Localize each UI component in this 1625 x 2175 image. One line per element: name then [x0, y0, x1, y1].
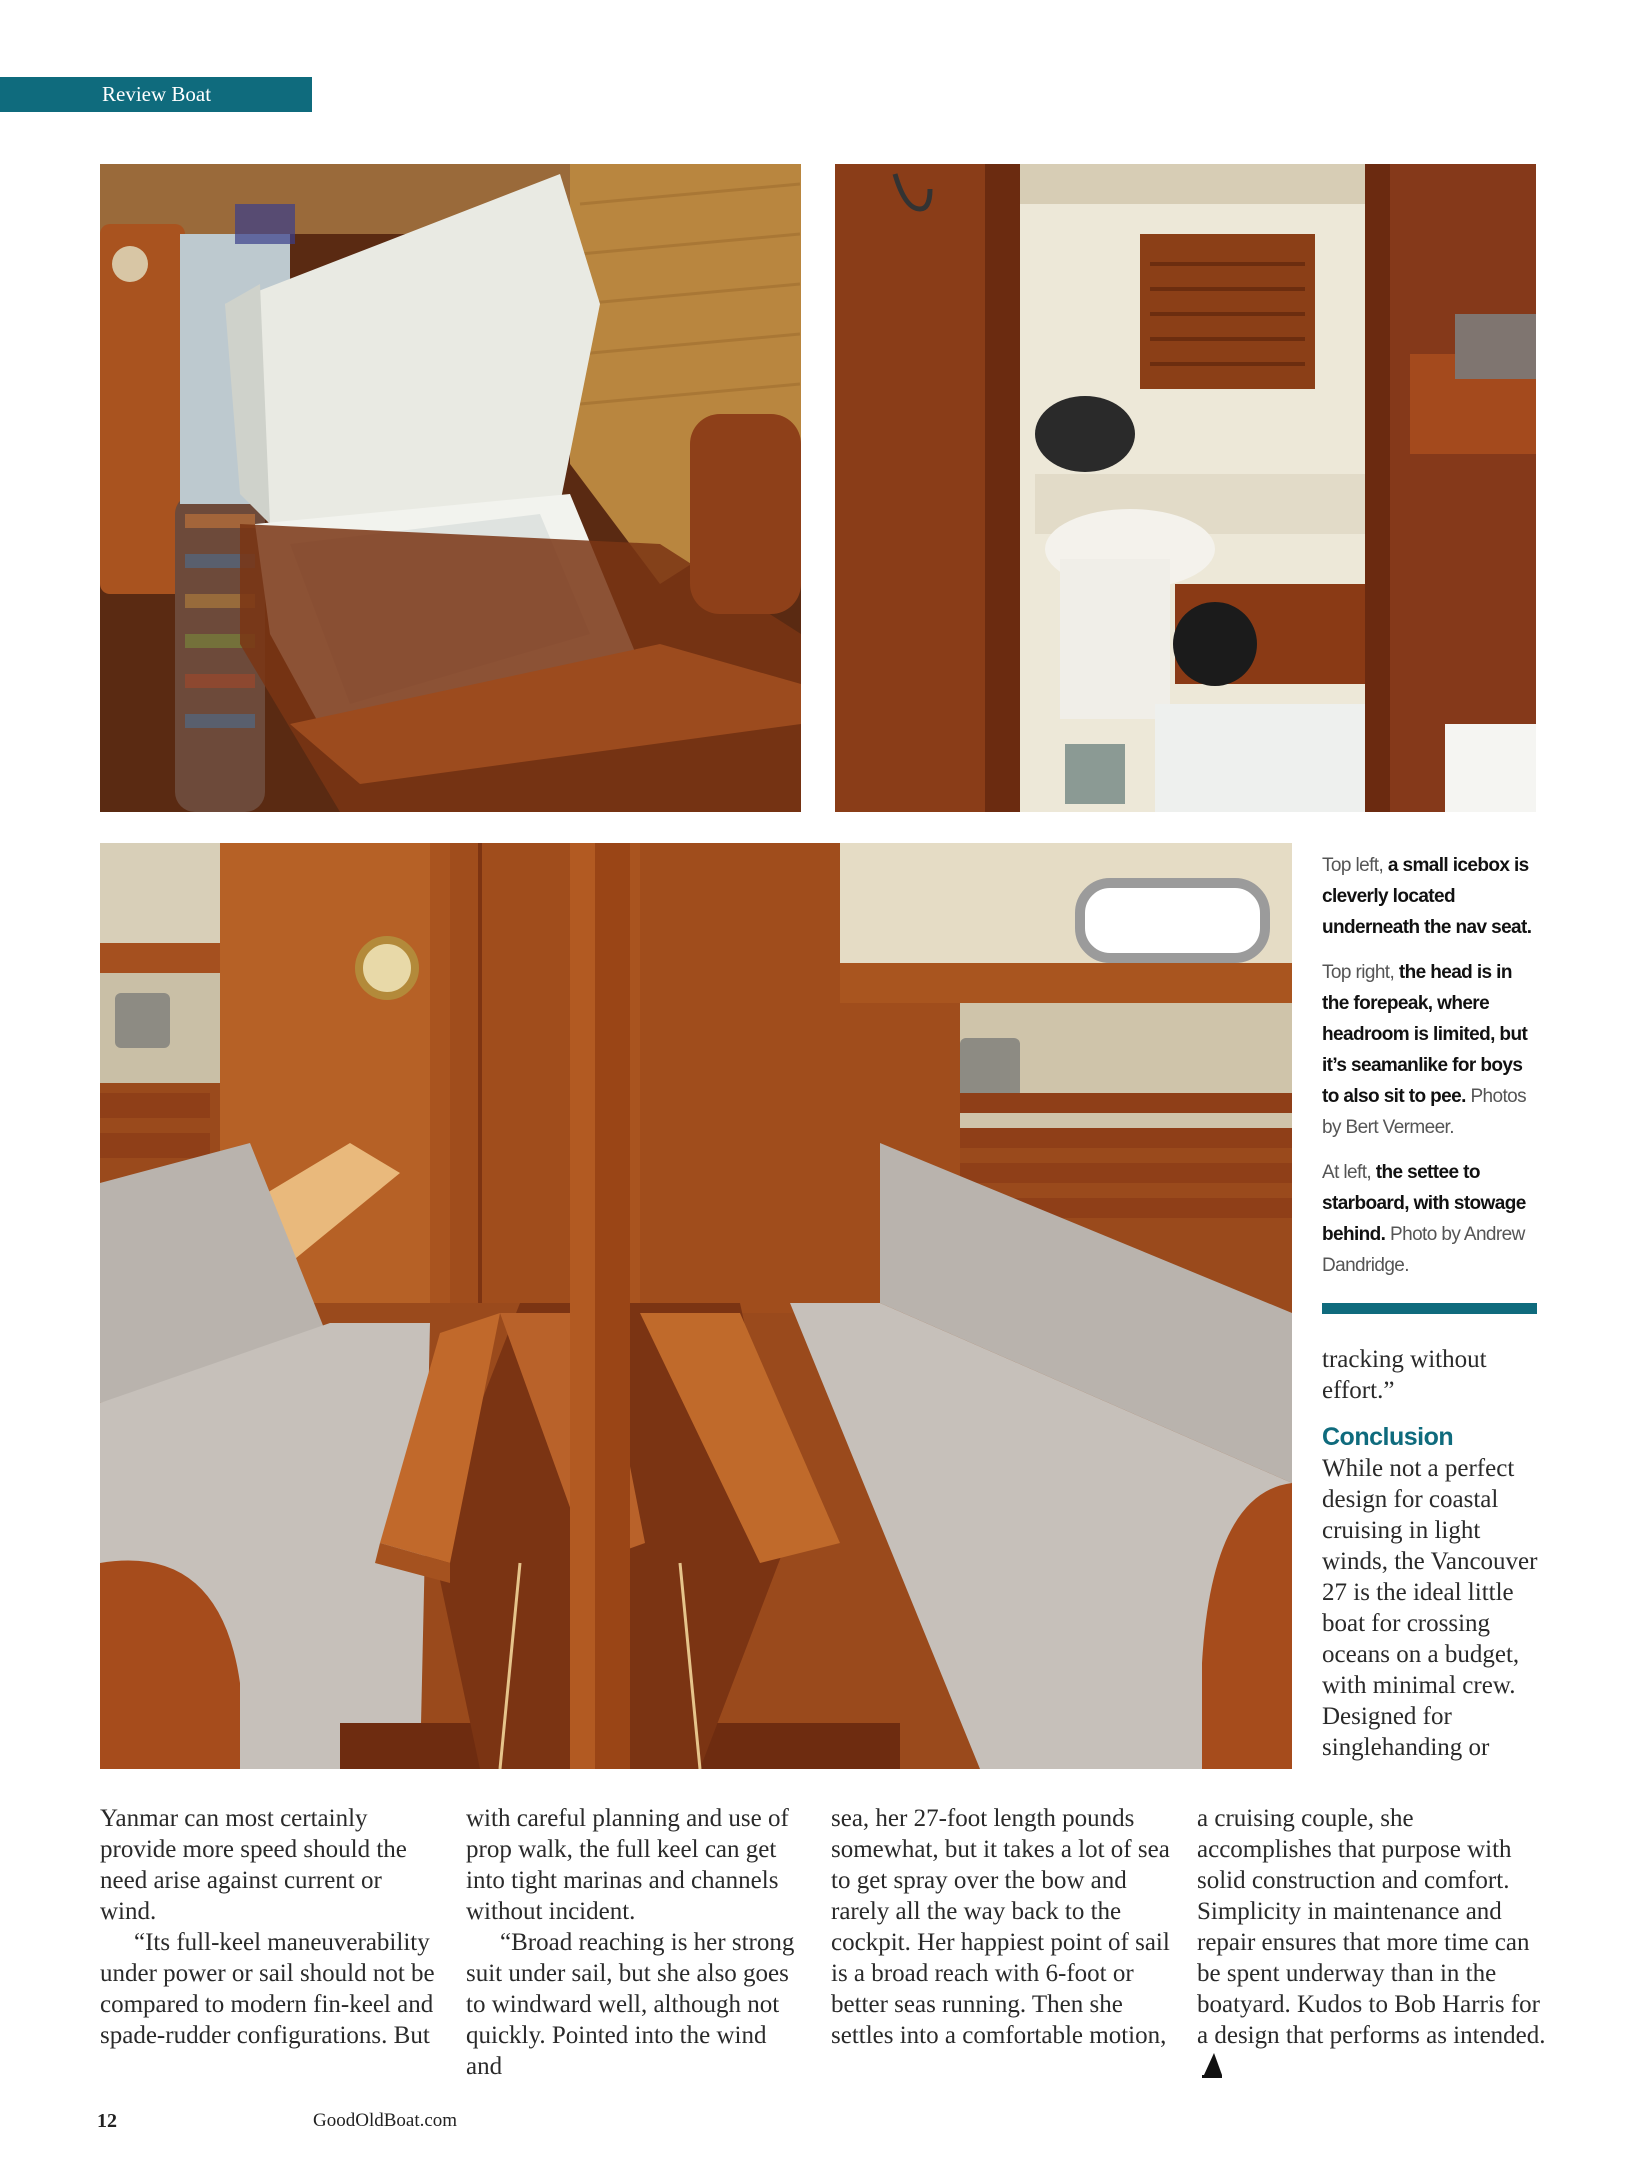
- text-column-4: [1197, 1803, 1547, 2087]
- caption-icebox: Top left, a small icebox is cleverly located underneath the nav seat.: [1322, 855, 1532, 938]
- icebox-photo: [100, 164, 801, 812]
- section-heading: Conclusion: [1322, 1423, 1454, 1451]
- conclusion-paragraph: While not a perfect design for coastal cruising in light winds, the Vancouver 27 is the ideal little boat for crossing oceans on a budget, with minimal crew. Designed for singlehanding or: [1322, 1455, 1538, 1761]
- caption-head: Top right, the head is in the forepeak, where headroom is limited, but it’s seamanlike for boys to also sit to pee. Photos by Bert Vermeer.: [1322, 962, 1528, 1138]
- side-text-column: [1322, 1344, 1547, 1763]
- head-photo: [835, 164, 1536, 812]
- caption-settee: At left, the settee to starboard, with stowage behind. Photo by Andrew Dandridge.: [1322, 1162, 1526, 1276]
- page-number: 12: [97, 2110, 117, 2132]
- text-column-1: [100, 1803, 440, 2051]
- continuation-text: tracking without effort.”: [1322, 1346, 1487, 1404]
- section-tab: Review Boat: [0, 77, 312, 112]
- text-column-3: [831, 1803, 1171, 2051]
- sailboat-end-icon: [1200, 2051, 1224, 2087]
- footer-site: GoodOldBoat.com: [313, 2110, 458, 2131]
- paragraph: with careful planning and use of prop walk, the full keel can get into tight marinas and channels without incident.: [466, 1805, 789, 1925]
- saloon-photo: [100, 843, 1292, 1769]
- caption-column: [1322, 850, 1538, 1295]
- paragraph: “Broad reaching is her strong suit under sail, but she also goes to windward well, although not quickly. Pointed into the wind and: [466, 1929, 795, 2080]
- paragraph: “Its full-keel maneuverability under power or sail should not be compared to modern fin-keel and spade-rudder configurations. But: [100, 1929, 435, 2049]
- caption-divider: [1322, 1303, 1537, 1314]
- paragraph: sea, her 27-foot length pounds somewhat, but it takes a lot of sea to get spray over the bow and rarely all the way back to the cockpit. Her happiest point of sail is a broad reach with 6-foot or better seas running. Then she settles into a comfortable motion,: [831, 1805, 1170, 2049]
- paragraph: Yanmar can most certainly provide more speed should the need arise against current or wind.: [100, 1805, 407, 1925]
- paragraph: a cruising couple, she accomplishes that purpose with solid construction and comfort. Simplicity in maintenance and repair ensures that more time can be spent underway than in the boatyard. Kudos to Bob Harris for a design that performs as intended.: [1197, 1803, 1547, 2087]
- text-column-2: [466, 1803, 804, 2082]
